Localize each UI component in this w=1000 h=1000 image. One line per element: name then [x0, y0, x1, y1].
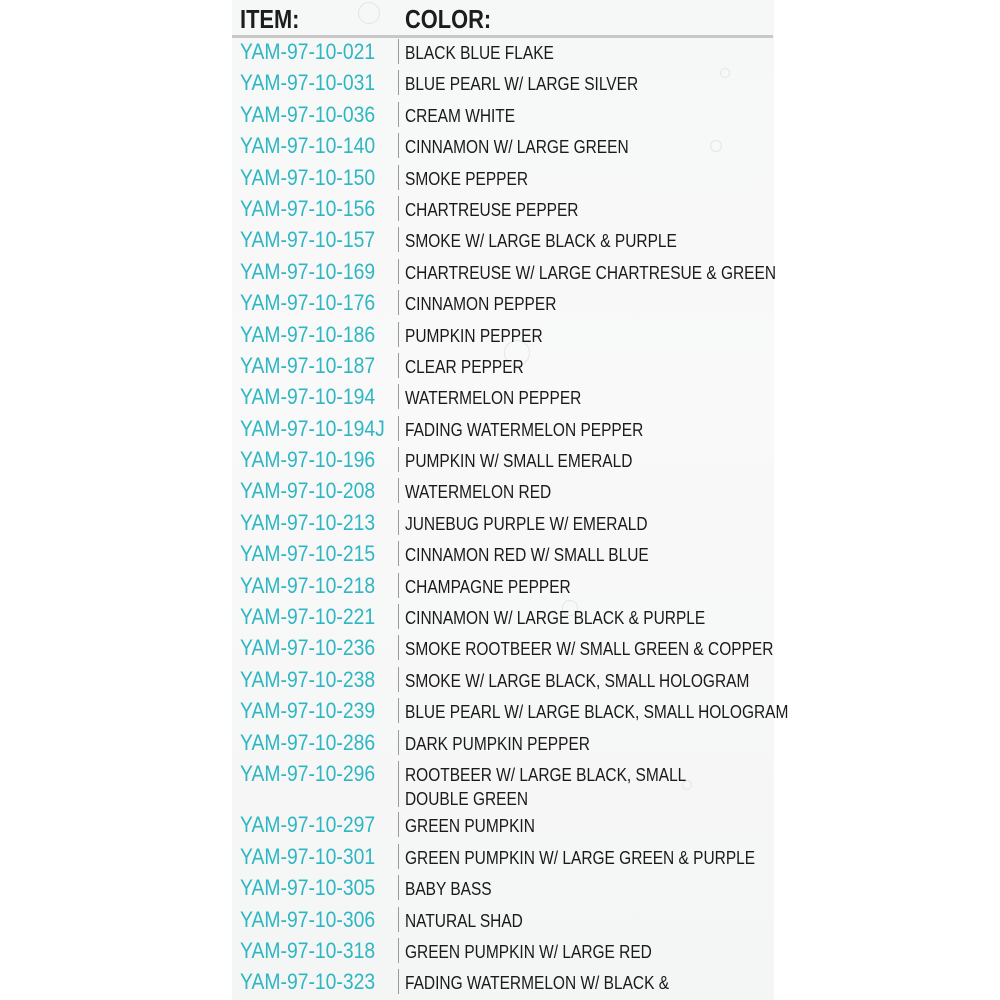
- table-row: [232, 538, 777, 569]
- item-code: YAM-97-10-157: [240, 227, 376, 253]
- column-divider: [398, 907, 399, 932]
- column-divider: [398, 290, 399, 315]
- item-code: YAM-97-10-215: [240, 541, 376, 567]
- item-code: YAM-97-10-286: [240, 729, 376, 755]
- item-code: YAM-97-10-301: [240, 843, 376, 869]
- color-description: CHAMPAGNE PEPPER: [405, 576, 571, 597]
- table-row: [232, 966, 777, 997]
- table-row: [232, 570, 777, 601]
- item-code: YAM-97-10-187: [240, 352, 376, 378]
- color-description: CINNAMON W/ LARGE GREEN: [405, 137, 629, 158]
- color-description: FADING WATERMELON W/ BLACK &: [405, 973, 670, 994]
- color-description: BLUE PEARL W/ LARGE BLACK, SMALL HOLOGRAM: [405, 702, 789, 723]
- column-divider: [398, 812, 399, 837]
- table-row: [232, 601, 777, 632]
- item-code: YAM-97-10-031: [240, 70, 376, 96]
- table-row: [232, 319, 777, 350]
- color-description: CHARTREUSE PEPPER: [405, 199, 579, 220]
- color-description: CINNAMON W/ LARGE BLACK & PURPLE: [405, 608, 706, 629]
- column-divider: [398, 541, 399, 566]
- table-row: [232, 99, 777, 130]
- color-description: BABY BASS: [405, 879, 492, 900]
- color-description: CINNAMON RED W/ SMALL BLUE: [405, 545, 649, 566]
- product-color-table: [232, 36, 789, 998]
- item-code: YAM-97-10-236: [240, 635, 376, 661]
- item-code: YAM-97-10-239: [240, 698, 376, 724]
- color-description: BLUE PEARL W/ LARGE SILVER: [405, 74, 639, 95]
- table-row: [232, 350, 777, 381]
- column-divider: [398, 196, 399, 221]
- column-divider: [398, 573, 399, 598]
- item-code: YAM-97-10-305: [240, 875, 376, 901]
- table-row: [232, 444, 777, 475]
- color-description: ROOTBEER W/ LARGE BLACK, SMALL DOUBLE GREEN: [405, 764, 687, 809]
- column-divider: [398, 969, 399, 994]
- color-description: JUNEBUG PURPLE W/ EMERALD: [405, 513, 648, 534]
- table-row: [232, 36, 777, 67]
- table-row: [232, 507, 777, 538]
- column-divider: [398, 259, 399, 284]
- color-description: CINNAMON PEPPER: [405, 294, 557, 315]
- water-droplet-decoration: [358, 2, 380, 24]
- column-divider: [398, 698, 399, 723]
- column-divider: [398, 416, 399, 441]
- item-code: YAM-97-10-194: [240, 384, 376, 410]
- item-code: YAM-97-10-208: [240, 478, 376, 504]
- item-code: YAM-97-10-323: [240, 969, 376, 995]
- item-code: YAM-97-10-036: [240, 101, 376, 127]
- item-column-header: ITEM:: [240, 4, 300, 34]
- color-description: SMOKE PEPPER: [405, 168, 529, 189]
- color-description: DARK PUMPKIN PEPPER: [405, 733, 590, 754]
- color-description: SMOKE ROOTBEER W/ SMALL GREEN & COPPER: [405, 639, 774, 660]
- color-description: CHARTREUSE W/ LARGE CHARTRESUE & GREEN: [405, 262, 777, 283]
- color-description: WATERMELON PEPPER: [405, 388, 582, 409]
- table-row: [232, 727, 777, 758]
- color-description: PUMPKIN PEPPER: [405, 325, 543, 346]
- item-code: YAM-97-10-221: [240, 604, 376, 630]
- table-row: [232, 904, 777, 935]
- item-code: YAM-97-10-176: [240, 290, 376, 316]
- column-divider: [398, 875, 399, 900]
- color-description: PUMPKIN W/ SMALL EMERALD: [405, 451, 633, 472]
- color-description: NATURAL SHAD: [405, 910, 523, 931]
- column-divider: [398, 635, 399, 660]
- item-code: YAM-97-10-238: [240, 666, 376, 692]
- item-code: YAM-97-10-169: [240, 258, 376, 284]
- table-row: [232, 758, 777, 809]
- color-description: FADING WATERMELON PEPPER: [405, 419, 644, 440]
- table-row: [232, 162, 777, 193]
- item-code: YAM-97-10-218: [240, 572, 376, 598]
- table-row: [232, 256, 777, 287]
- column-divider: [398, 384, 399, 409]
- column-divider: [398, 761, 399, 807]
- column-divider: [398, 39, 399, 64]
- color-description: GREEN PUMPKIN: [405, 816, 535, 837]
- table-row: [232, 809, 777, 840]
- column-divider: [398, 938, 399, 963]
- column-divider: [398, 133, 399, 158]
- color-description: BLACK BLUE FLAKE: [405, 43, 554, 63]
- table-row: [232, 841, 777, 872]
- color-description: CLEAR PEPPER: [405, 356, 524, 377]
- color-column-header: COLOR:: [405, 4, 492, 34]
- column-divider: [398, 478, 399, 503]
- color-description: SMOKE W/ LARGE BLACK & PURPLE: [405, 231, 677, 252]
- table-row: [232, 935, 777, 966]
- item-code: YAM-97-10-318: [240, 937, 376, 963]
- table-row: [232, 381, 777, 412]
- color-description: WATERMELON RED: [405, 482, 552, 503]
- column-divider: [398, 353, 399, 378]
- item-code: YAM-97-10-296: [240, 760, 376, 786]
- table-row: [232, 193, 777, 224]
- table-row: [232, 632, 777, 663]
- column-divider: [398, 227, 399, 252]
- item-code: YAM-97-10-186: [240, 321, 376, 347]
- table-row: [232, 872, 777, 903]
- table-row: [232, 287, 777, 318]
- color-description: SMOKE W/ LARGE BLACK, SMALL HOLOGRAM: [405, 670, 750, 691]
- column-divider: [398, 844, 399, 869]
- column-divider: [398, 510, 399, 535]
- column-divider: [398, 165, 399, 190]
- table-row: [232, 413, 777, 444]
- table-row: [232, 475, 777, 506]
- table-row: [232, 695, 789, 726]
- table-row: [232, 664, 777, 695]
- column-divider: [398, 730, 399, 755]
- table-row: [232, 224, 777, 255]
- column-divider: [398, 667, 399, 692]
- table-row: [232, 67, 777, 98]
- item-code: YAM-97-10-140: [240, 133, 376, 159]
- column-divider: [398, 102, 399, 127]
- item-code: YAM-97-10-196: [240, 447, 376, 473]
- color-description: CREAM WHITE: [405, 105, 516, 126]
- item-code: YAM-97-10-306: [240, 906, 376, 932]
- column-divider: [398, 604, 399, 629]
- item-code: YAM-97-10-194J: [240, 415, 385, 441]
- column-divider: [398, 322, 399, 347]
- item-code: YAM-97-10-213: [240, 509, 376, 535]
- column-divider: [398, 70, 399, 95]
- item-code: YAM-97-10-150: [240, 164, 376, 190]
- color-description: GREEN PUMPKIN W/ LARGE GREEN & PURPLE: [405, 847, 756, 868]
- color-description: GREEN PUMPKIN W/ LARGE RED: [405, 941, 652, 962]
- item-code: YAM-97-10-297: [240, 812, 376, 838]
- column-divider: [398, 447, 399, 472]
- item-code: YAM-97-10-021: [240, 39, 376, 64]
- table-row: [232, 130, 777, 161]
- item-code: YAM-97-10-156: [240, 195, 376, 221]
